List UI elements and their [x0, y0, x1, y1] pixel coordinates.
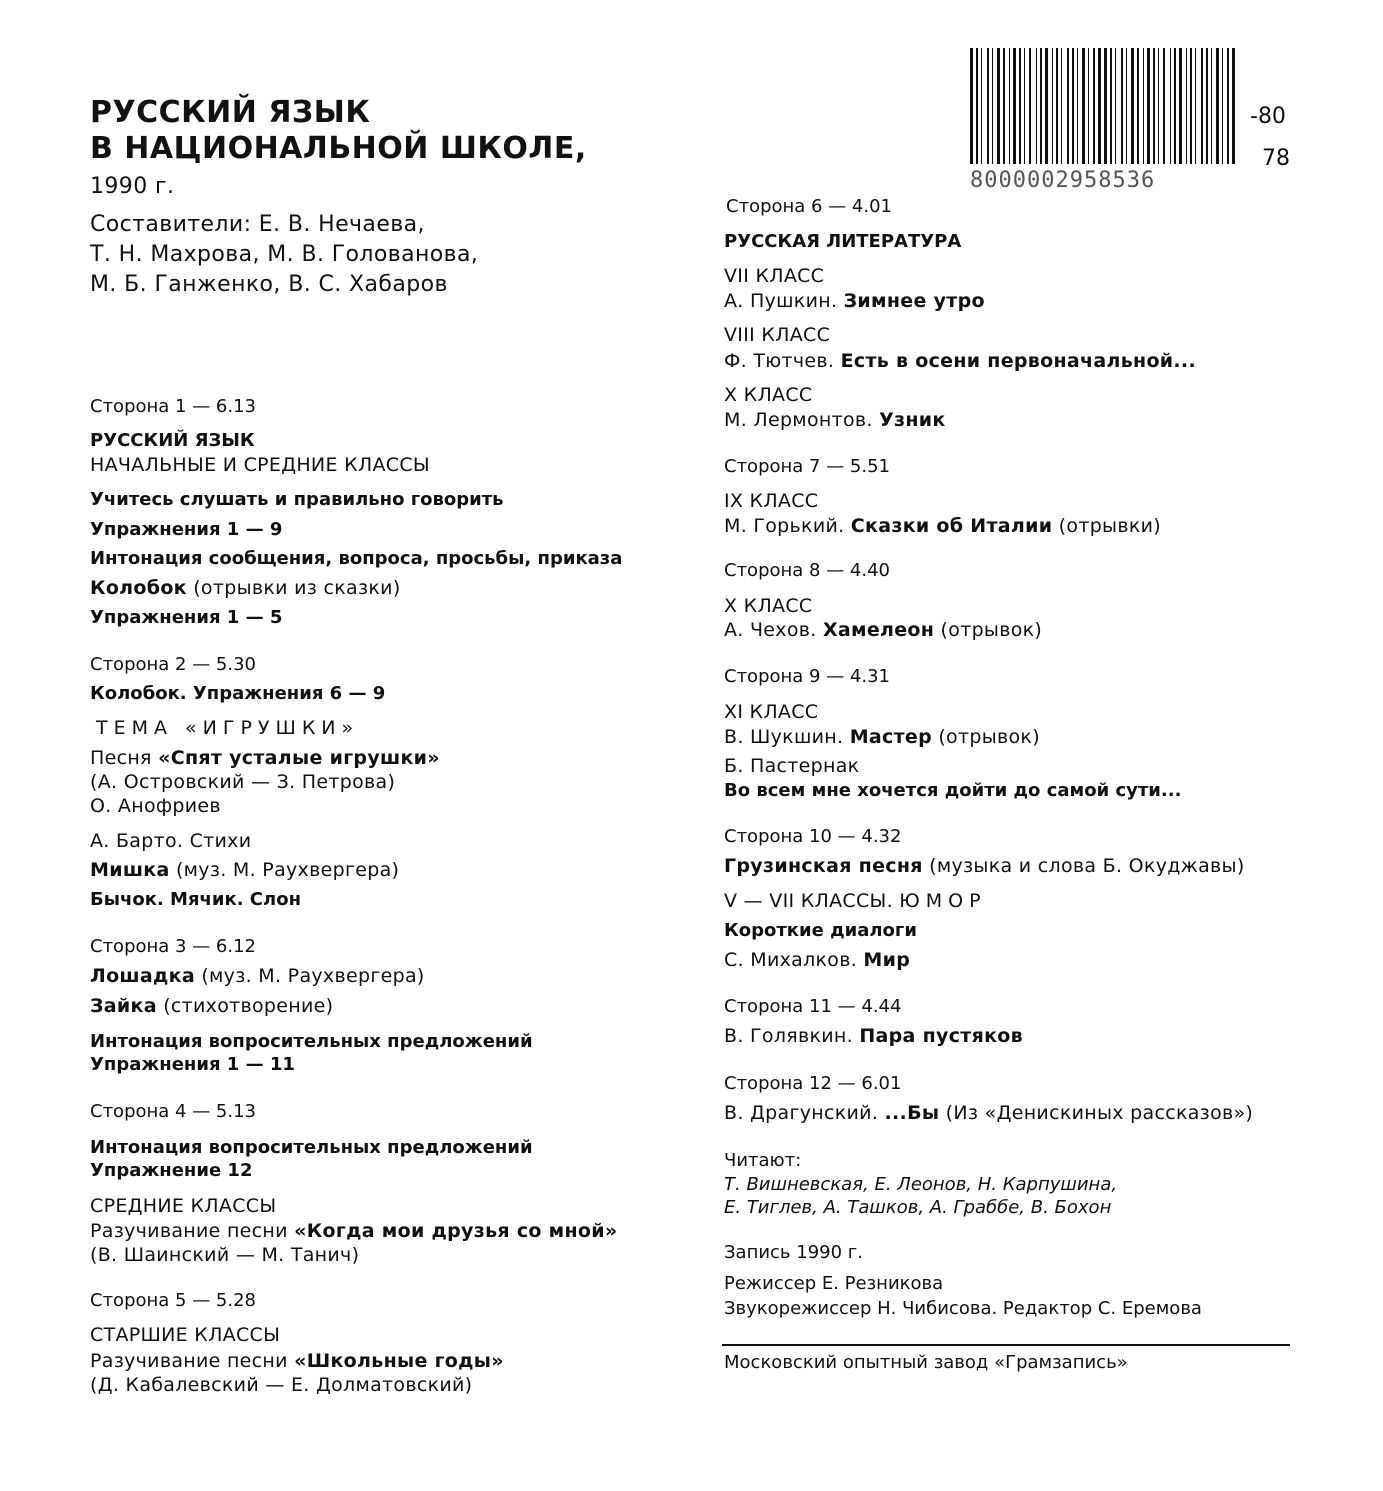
side-12-note: (Из «Денискиных рассказов») — [939, 1102, 1254, 1124]
side-6-class-7: VII КЛАСС — [724, 265, 825, 287]
side-5-song-authors: (Д. Кабалевский — Е. Долматовский) — [90, 1374, 473, 1396]
side-3-item-1 — [90, 965, 425, 987]
side-6-class-10-author: М. Лермонтов. — [724, 409, 880, 431]
side-3-item-1-title: Лошадка — [90, 965, 195, 987]
side-10-author: С. Михалков. — [724, 949, 864, 971]
side-8-entry — [724, 619, 1042, 641]
side-5-subtitle: СТАРШИЕ КЛАССЫ — [90, 1324, 281, 1346]
side-1-item-4 — [90, 577, 401, 599]
side-2-mishka-note: (муз. М. Раухвергера) — [169, 859, 400, 881]
side-1-item-4-title: Колобок — [90, 577, 187, 599]
side-6-class-10-entry — [724, 409, 946, 431]
side-4-song-authors: (В. Шаинский — М. Танич) — [90, 1244, 360, 1266]
side-12-work: ...Бы — [884, 1102, 940, 1124]
side-2-song-prefix: Песня — [90, 747, 159, 769]
side-2-item-1: Колобок. Упражнения 6 — 9 — [90, 683, 386, 704]
side-6-class-10-work: Узник — [879, 409, 946, 431]
side-10-dialogs: Короткие диалоги — [724, 920, 917, 941]
side-9-author-2: Б. Пастернак — [724, 755, 860, 777]
side-4-heading: Сторона 4 — 5.13 — [90, 1101, 256, 1122]
readers-line-2: Е. Тиглев, А. Ташков, А. Граббе, В. Бохон — [724, 1197, 1112, 1218]
side-1-item-1: Учитесь слушать и правильно говорить — [90, 489, 504, 510]
readers-line-1: Т. Вишневская, Е. Леонов, Н. Карпушина, — [724, 1174, 1118, 1195]
side-9-entry — [724, 726, 1040, 748]
side-6-class-7-work: Зимнее утро — [843, 290, 985, 312]
footer-rule — [722, 1344, 1290, 1346]
side-4-item-1: Интонация вопросительных предложений — [90, 1137, 533, 1158]
catalog-code-line-1: -80 — [1250, 104, 1286, 129]
side-10-humor: ЮМОР — [899, 890, 987, 912]
side-3-item-2-note: (стихотворение) — [156, 995, 334, 1017]
side-11-heading: Сторона 11 — 4.44 — [724, 996, 902, 1017]
director: Режиссер Е. Резникова — [724, 1273, 944, 1294]
side-10-heading: Сторона 10 — 4.32 — [724, 826, 902, 847]
side-10-entry-2 — [724, 949, 910, 971]
compilers-line-3: М. Б. Ганженко, В. С. Хабаров — [90, 272, 448, 297]
side-11-work: Пара пустяков — [859, 1025, 1023, 1047]
sound-editor: Звукорежиссер Н. Чибисова. Редактор С. Еремова — [724, 1298, 1202, 1319]
year: 1990 г. — [90, 174, 175, 199]
side-3-item-3: Интонация вопросительных предложений — [90, 1031, 533, 1052]
side-10-entry — [724, 855, 1245, 877]
side-3-item-2 — [90, 995, 333, 1017]
side-2-song-authors: (А. Островский — З. Петрова) — [90, 771, 396, 793]
side-3-item-2-title: Зайка — [90, 995, 157, 1017]
side-7-work: Сказки об Италии — [850, 515, 1053, 537]
factory: Московский опытный завод «Грамзапись» — [724, 1352, 1128, 1373]
side-3-item-4: Упражнения 1 — 11 — [90, 1054, 295, 1075]
side-9-heading: Сторона 9 — 4.31 — [724, 666, 890, 687]
side-11-author: В. Голявкин. — [724, 1025, 860, 1047]
side-10-work: Грузинская песня — [724, 855, 923, 877]
side-10-note: (музыка и слова Б. Окуджавы) — [922, 855, 1245, 877]
side-5-song-title: «Школьные годы» — [294, 1350, 504, 1372]
side-2-barto: А. Барто. Стихи — [90, 830, 252, 852]
title-line-1: РУССКИЙ ЯЗЫК — [90, 95, 371, 130]
side-2-mishka — [90, 859, 399, 881]
side-1-item-3: Интонация сообщения, вопроса, просьбы, приказа — [90, 548, 623, 569]
side-6-class-8: VIII КЛАСС — [724, 324, 831, 346]
compilers-line-1: Составители: Е. В. Нечаева, — [90, 212, 425, 237]
side-8-author: А. Чехов. — [724, 619, 823, 641]
side-4-song-prefix: Разучивание песни — [90, 1220, 295, 1242]
side-4-song-title: «Когда мои друзья со мной» — [294, 1220, 618, 1242]
catalog-code-line-2: 78 — [1262, 146, 1290, 171]
side-9-note: (отрывок) — [931, 726, 1040, 748]
side-6-class-8-entry — [724, 350, 1196, 372]
side-9-class-11: XI КЛАСС — [724, 701, 819, 723]
side-11-entry — [724, 1025, 1023, 1047]
side-5-song-prefix: Разучивание песни — [90, 1350, 295, 1372]
side-12-author: В. Драгунский. — [724, 1102, 885, 1124]
side-2-song-title: «Спят усталые игрушки» — [158, 747, 440, 769]
side-8-work: Хамелеон — [822, 619, 935, 641]
side-6-class-7-author: А. Пушкин. — [724, 290, 844, 312]
side-6-class-8-author: Ф. Тютчев. — [724, 350, 841, 372]
barcode-digits: 8000002958536 — [970, 168, 1156, 193]
side-1-item-2: Упражнения 1 — 9 — [90, 519, 283, 540]
side-9-author: В. Шукшин. — [724, 726, 850, 748]
side-4-song — [90, 1220, 617, 1242]
side-7-entry — [724, 515, 1161, 537]
side-9-work-2: Во всем мне хочется дойти до самой сути... — [724, 780, 1182, 801]
side-7-heading: Сторона 7 — 5.51 — [724, 456, 890, 477]
side-2-poems: Бычок. Мячик. Слон — [90, 889, 301, 910]
side-9-work: Мастер — [849, 726, 932, 748]
side-2-singer: О. Анофриев — [90, 795, 221, 817]
side-6-class-7-entry — [724, 290, 985, 312]
side-3-item-1-note: (муз. М. Раухвергера) — [195, 965, 425, 987]
side-2-heading: Сторона 2 — 5.30 — [90, 654, 256, 675]
compilers-line-2: Т. Н. Махрова, М. В. Голованова, — [90, 242, 479, 267]
side-6-class-8-work: Есть в осени первоначальной... — [840, 350, 1196, 372]
side-7-class-9: IX КЛАСС — [724, 490, 819, 512]
readers-label: Читают: — [724, 1150, 802, 1171]
side-4-subtitle: СРЕДНИЕ КЛАССЫ — [90, 1195, 277, 1217]
side-10-work-2: Мир — [863, 949, 911, 971]
side-4-item-2: Упражнение 12 — [90, 1160, 253, 1181]
side-10-classes — [724, 890, 987, 912]
side-6-title: РУССКАЯ ЛИТЕРАТУРА — [724, 231, 962, 252]
side-8-heading: Сторона 8 — 4.40 — [724, 560, 890, 581]
side-5-song — [90, 1350, 504, 1372]
side-1-heading: Сторона 1 — 6.13 — [90, 396, 256, 417]
side-7-note: (отрывки) — [1052, 515, 1161, 537]
record-year: Запись 1990 г. — [724, 1242, 863, 1263]
side-8-class-10: X КЛАСС — [724, 595, 813, 617]
side-2-theme: ТЕМА «ИГРУШКИ» — [96, 717, 360, 739]
side-1-subtitle: НАЧАЛЬНЫЕ И СРЕДНИЕ КЛАССЫ — [90, 454, 430, 476]
side-10-classes-label: V — VII КЛАССЫ. — [724, 890, 900, 912]
side-3-heading: Сторона 3 — 6.12 — [90, 936, 256, 957]
side-1-title: РУССКИЙ ЯЗЫК — [90, 430, 255, 451]
side-7-author: М. Горький. — [724, 515, 851, 537]
side-12-heading: Сторона 12 — 6.01 — [724, 1073, 902, 1094]
side-2-song — [90, 747, 440, 769]
side-12-entry — [724, 1102, 1253, 1124]
side-8-note: (отрывок) — [934, 619, 1043, 641]
title-line-2: В НАЦИОНАЛЬНОЙ ШКОЛЕ, — [90, 131, 587, 166]
side-6-class-10: X КЛАСС — [724, 384, 813, 406]
side-1-item-4-note: (отрывки из сказки) — [186, 577, 401, 599]
side-6-heading: Сторона 6 — 4.01 — [726, 196, 892, 217]
side-1-item-5: Упражнения 1 — 5 — [90, 607, 283, 628]
barcode-image — [968, 48, 1236, 166]
side-5-heading: Сторона 5 — 5.28 — [90, 1290, 256, 1311]
side-2-mishka-title: Мишка — [90, 859, 170, 881]
